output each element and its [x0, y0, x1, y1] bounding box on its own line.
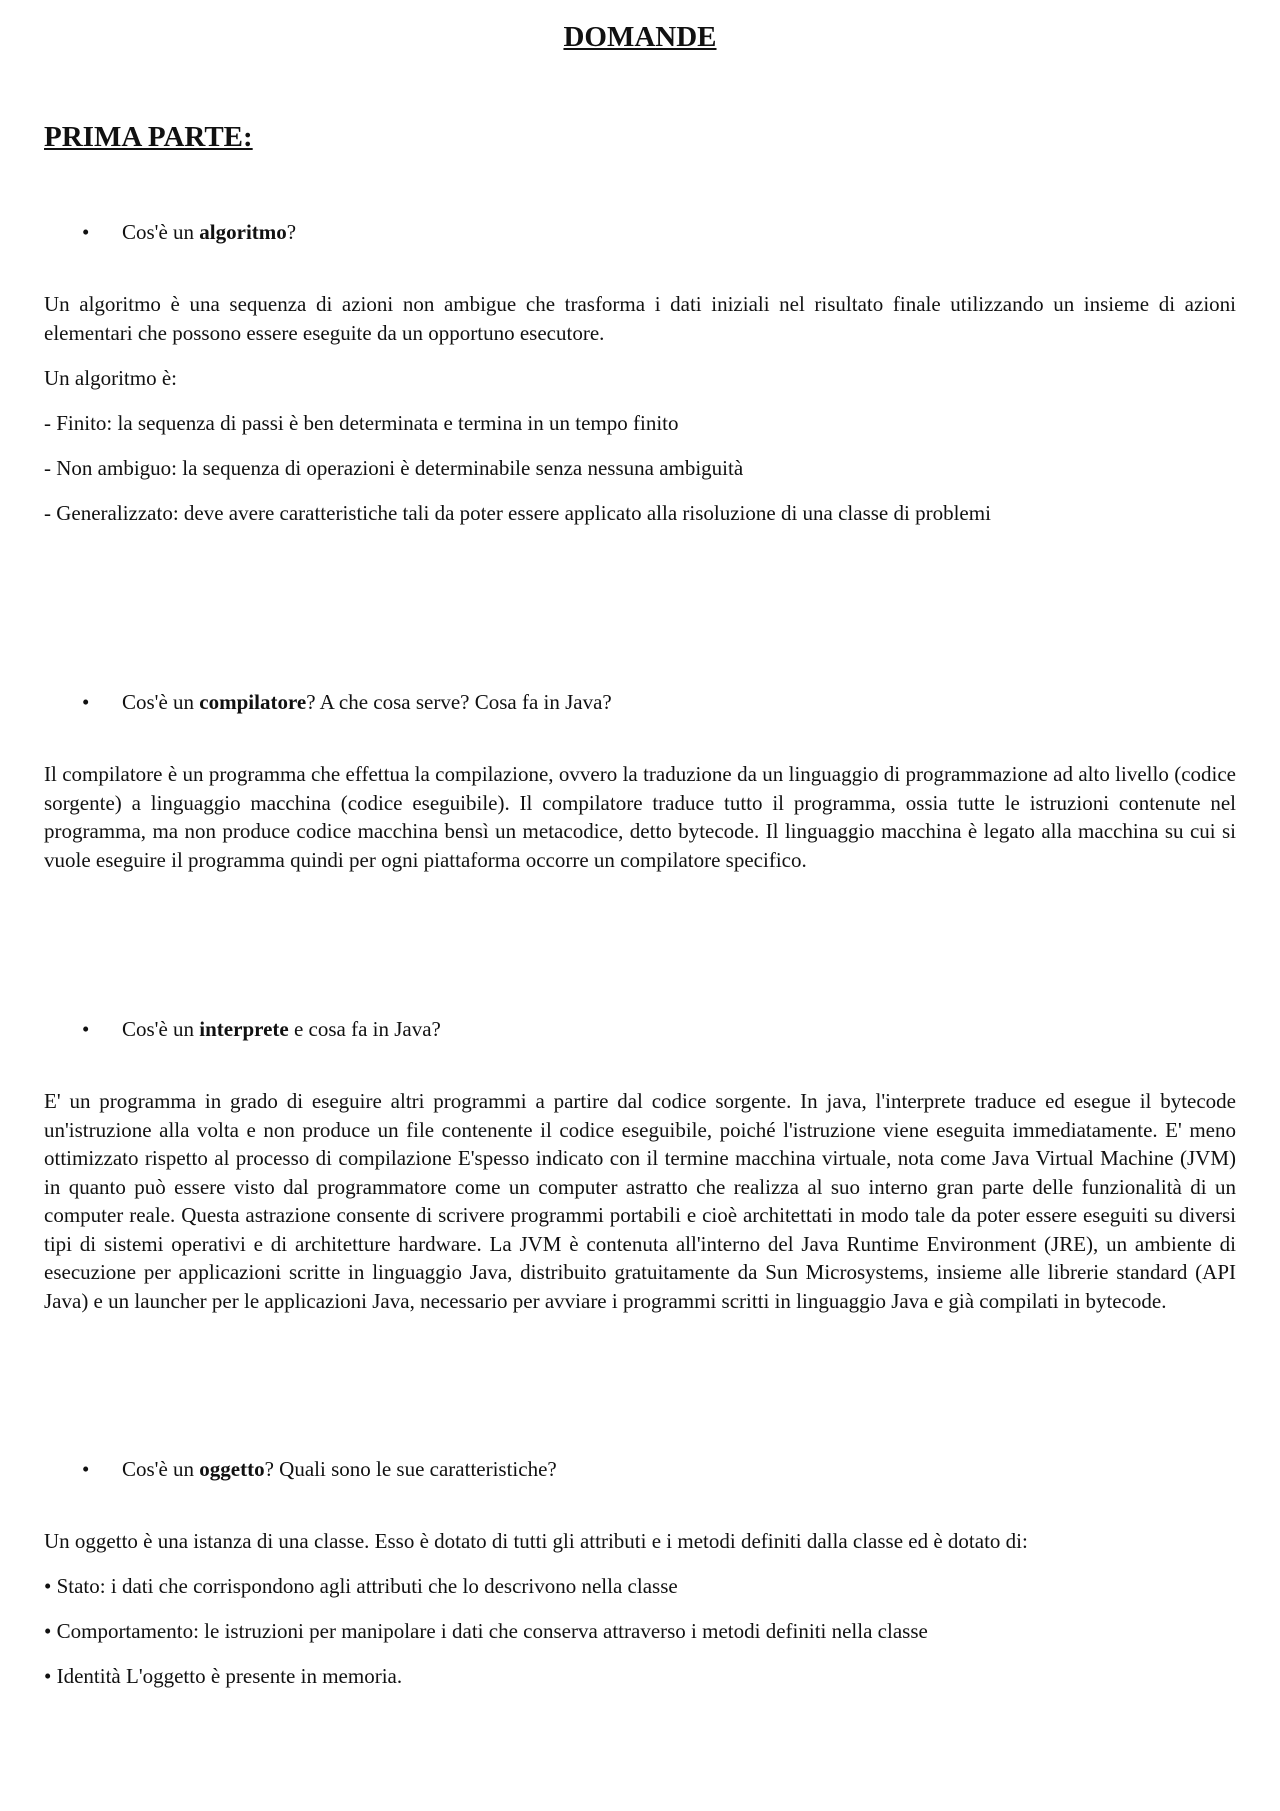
answer-paragraph: Il compilatore è un programma che effettua la compilazione, ovvero la traduzione da un linguaggio di programmazione ad alto livello (codice sorgente) a linguaggio macchina (codice eseguibile). Il compilatore traduce tutto il programma, ossia tutte le istruzioni contenute nel programma, ma non produce codice macchina bensì un metacodice, detto bytecode. Il linguaggio macchina è legato alla macchina su cui si vuole eseguire il programma quindi per ogni piattaforma occorre un compilatore specifico. [44, 762, 1236, 872]
question-oggetto [44, 1455, 1236, 1483]
section-oggetto [44, 1455, 1236, 1690]
list-item: • Stato: i dati che corrispondono agli attributi che lo descrivono nella classe [44, 1574, 678, 1598]
question-keyword: interprete [199, 1017, 289, 1041]
section-compilatore [44, 688, 1236, 874]
question-keyword: oggetto [199, 1457, 265, 1481]
answer-paragraph: Un algoritmo è: [44, 366, 177, 390]
question-suffix: ? A che cosa serve? Cosa fa in Java? [306, 690, 612, 714]
question-algoritmo [44, 218, 1236, 246]
list-item: - Finito: la sequenza di passi è ben determinata e termina in un tempo finito [44, 411, 679, 435]
answer-paragraph: Un algoritmo è una sequenza di azioni non ambigue che trasforma i dati iniziali nel risultato finale utilizzando un insieme di azioni elementari che possono essere eseguite da un opportuno esecutore. [44, 292, 1236, 345]
bullet-icon: • [82, 1457, 90, 1481]
question-prefix: Cos'è un [122, 1457, 200, 1481]
list-item: • Comportamento: le istruzioni per manipolare i dati che conserva attraverso i metodi definiti nella classe [44, 1619, 928, 1643]
part-heading: PRIMA PARTE: [44, 121, 253, 153]
list-item: - Generalizzato: deve avere caratteristiche tali da poter essere applicato alla risoluzione di una classe di problemi [44, 501, 991, 525]
question-prefix: Cos'è un [122, 690, 200, 714]
list-item: • Identità L'oggetto è presente in memoria. [44, 1664, 403, 1688]
question-interprete [44, 1015, 1236, 1043]
question-keyword: compilatore [199, 690, 307, 714]
answer-paragraph: Un oggetto è una istanza di una classe. Esso è dotato di tutti gli attributi e i metodi definiti dalla classe ed è dotato di: [44, 1529, 1028, 1553]
bullet-icon: • [82, 690, 90, 714]
section-interprete [44, 1015, 1236, 1315]
question-keyword: algoritmo [199, 220, 287, 244]
question-prefix: Cos'è un [122, 220, 200, 244]
question-suffix: ? Quali sono le sue caratteristiche? [264, 1457, 557, 1481]
bullet-icon: • [82, 1017, 90, 1041]
question-prefix: Cos'è un [122, 1017, 200, 1041]
document-title: DOMANDE [563, 21, 717, 53]
question-suffix: ? [286, 220, 297, 244]
answer-paragraph: E' un programma in grado di eseguire altri programmi a partire dal codice sorgente. In java, l'interprete traduce ed esegue il bytecode un'istruzione alla volta e non produce un file contenente il codice eseguibile, poiché l'istruzione viene eseguita immediatamente. E' meno ottimizzato rispetto al processo di compilazione E'spesso indicato con il termine macchina virtuale, nota come Java Virtual Machine (JVM) in quanto può essere visto dal programmatore come un computer astratto che realizza al suo interno gran parte delle funzionalità di un computer reale. Questa astrazione consente di scrivere programmi portabili e cioè architettati in modo tale da poter essere eseguiti su diversi tipi di sistemi operativi e di architetture hardware. La JVM è contenuta all'interno del Java Runtime Environment (JRE), un ambiente di esecuzione per applicazioni scritte in linguaggio Java, distribuito gratuitamente da Sun Microsystems, insieme alle librerie standard (API Java) e un launcher per le applicazioni Java, necessario per avviare i programmi scritti in linguaggio Java e già compilati in bytecode. [44, 1089, 1236, 1313]
section-algoritmo [44, 218, 1236, 527]
question-compilatore [44, 688, 1236, 716]
question-suffix: e cosa fa in Java? [288, 1017, 441, 1041]
list-item: - Non ambiguo: la sequenza di operazioni è determinabile senza nessuna ambiguità [44, 456, 744, 480]
bullet-icon: • [82, 220, 90, 244]
